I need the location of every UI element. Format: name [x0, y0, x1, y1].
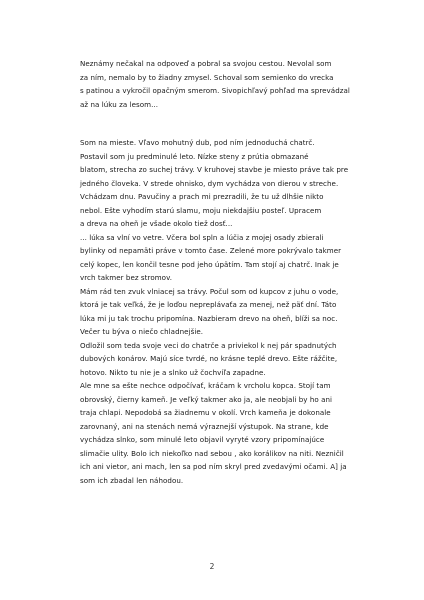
text-section-2 [80, 136, 360, 487]
text-line: hotovo. Nikto tu nie je a slnko už čochvíľa zapadne. [80, 367, 266, 377]
section-1-paragraph-1 [80, 57, 360, 111]
text-line: za ním, nemalo by to žiadny zmysel. Schoval som semienko do vrecka [80, 72, 334, 82]
section-2-paragraph-4 [80, 285, 360, 339]
section-2-paragraph-1 [80, 136, 360, 190]
text-line: Postavil som ju predminulé leto. Nízke steny z prútia obmazané [80, 151, 309, 161]
text-line: blatom, strecha zo suchej trávy. V kruhovej stavbe je miesto práve tak pre [80, 165, 349, 174]
text-line: vrch takmer bez stromov. [80, 273, 173, 282]
text-line: ktorá je tak veľká, že je loďou nepreplávaťa za menej, než päť dní. Táto [80, 300, 337, 309]
text-line: ... lúka sa vlní vo vetre. Včera bol spln a lúčia z mojej osady zbierali [80, 232, 324, 242]
text-line: bylinky od nepamäti práve v tomto čase. Zelené more pokrývalo takmer [80, 246, 342, 255]
text-line: Večer tu býva o niečo chladnejšie. [80, 327, 204, 336]
text-line: Odložil som teda svoje veci do chatrče a priviekol k nej pár spadnutých [80, 340, 337, 350]
text-line: Som na mieste. Vľavo mohutný dub, pod ním jednoduchá chatrč. [80, 138, 315, 147]
text-line: a dreva na oheň je všade okolo tiež dosť... [80, 219, 233, 228]
text-line: až na lúku za lesom... [80, 99, 159, 109]
text-line: vychádza slnko, som minulé leto objavil vyryté vzory pripomínajúce [80, 435, 325, 444]
text-line: dubových konárov. Majú síce tvrdé, no krásne teplé drevo. Ešte rážčite, [80, 354, 338, 363]
text-line: som ich zbadal len náhodou. [80, 475, 184, 485]
text-line: lúka mi ju tak trochu pripomína. Nazbieram drevo na oheň, blíži sa noc. [80, 313, 338, 323]
text-line: jedného človeka. V strede ohnisko, dym vychádza von dierou v streche. [80, 178, 339, 188]
text-line: obrovský, čierny kameň. Je veľký takmer ako ja, ale neobjali by ho ani [80, 394, 333, 404]
section-2-paragraph-3 [80, 231, 360, 285]
text-line: Neznámy nečakal na odpoveď a pobral sa svojou cestou. Nevolal som [80, 59, 332, 68]
text-line: zarovnaný, ani na stenách nemá výraznejší výstupok. Na strane, kde [80, 421, 329, 431]
page-number: 2 [209, 562, 215, 571]
text-line: ich ani vietor, ani mach, len sa pod ním skryl pred zvedavými očami. A] ja [80, 462, 347, 471]
text-line: traja chlapi. Nepodobá sa žiadnemu v okolí. Vrch kameňa je dokonale [80, 408, 331, 417]
section-2-paragraph-6 [80, 379, 360, 487]
text-line: Ale mne sa ešte nechce odpočívať, kráčam k vrcholu kopca. Stojí tam [80, 381, 331, 390]
section-2-paragraph-2 [80, 190, 360, 231]
text-line: slimačie ulity. Bolo ich niekoľko nad sebou , ako korálikov na niti. Nezničil [80, 448, 344, 458]
text-line: nebol. Ešte vyhodím starú slamu, moju niekdajšiu posteľ. Upracem [80, 205, 322, 215]
text-line: Vchádzam dnu. Pavučiny a prach mi prezradili, že tu už dlhšie nikto [80, 192, 324, 201]
section-2-paragraph-5 [80, 339, 360, 380]
text-section-1 [80, 57, 360, 111]
text-line: celý kopec, len končil tesne pod jeho úpätím. Tam stojí aj chatrč. Inak je [80, 259, 339, 269]
text-line: Mám rád ten zvuk vlniacej sa trávy. Počul som od kupcov z juhu o vode, [80, 286, 339, 296]
text-line: s patinou a vykročil opačným smerom. Sivopichľavý pohľad ma sprevádzal [80, 86, 350, 95]
